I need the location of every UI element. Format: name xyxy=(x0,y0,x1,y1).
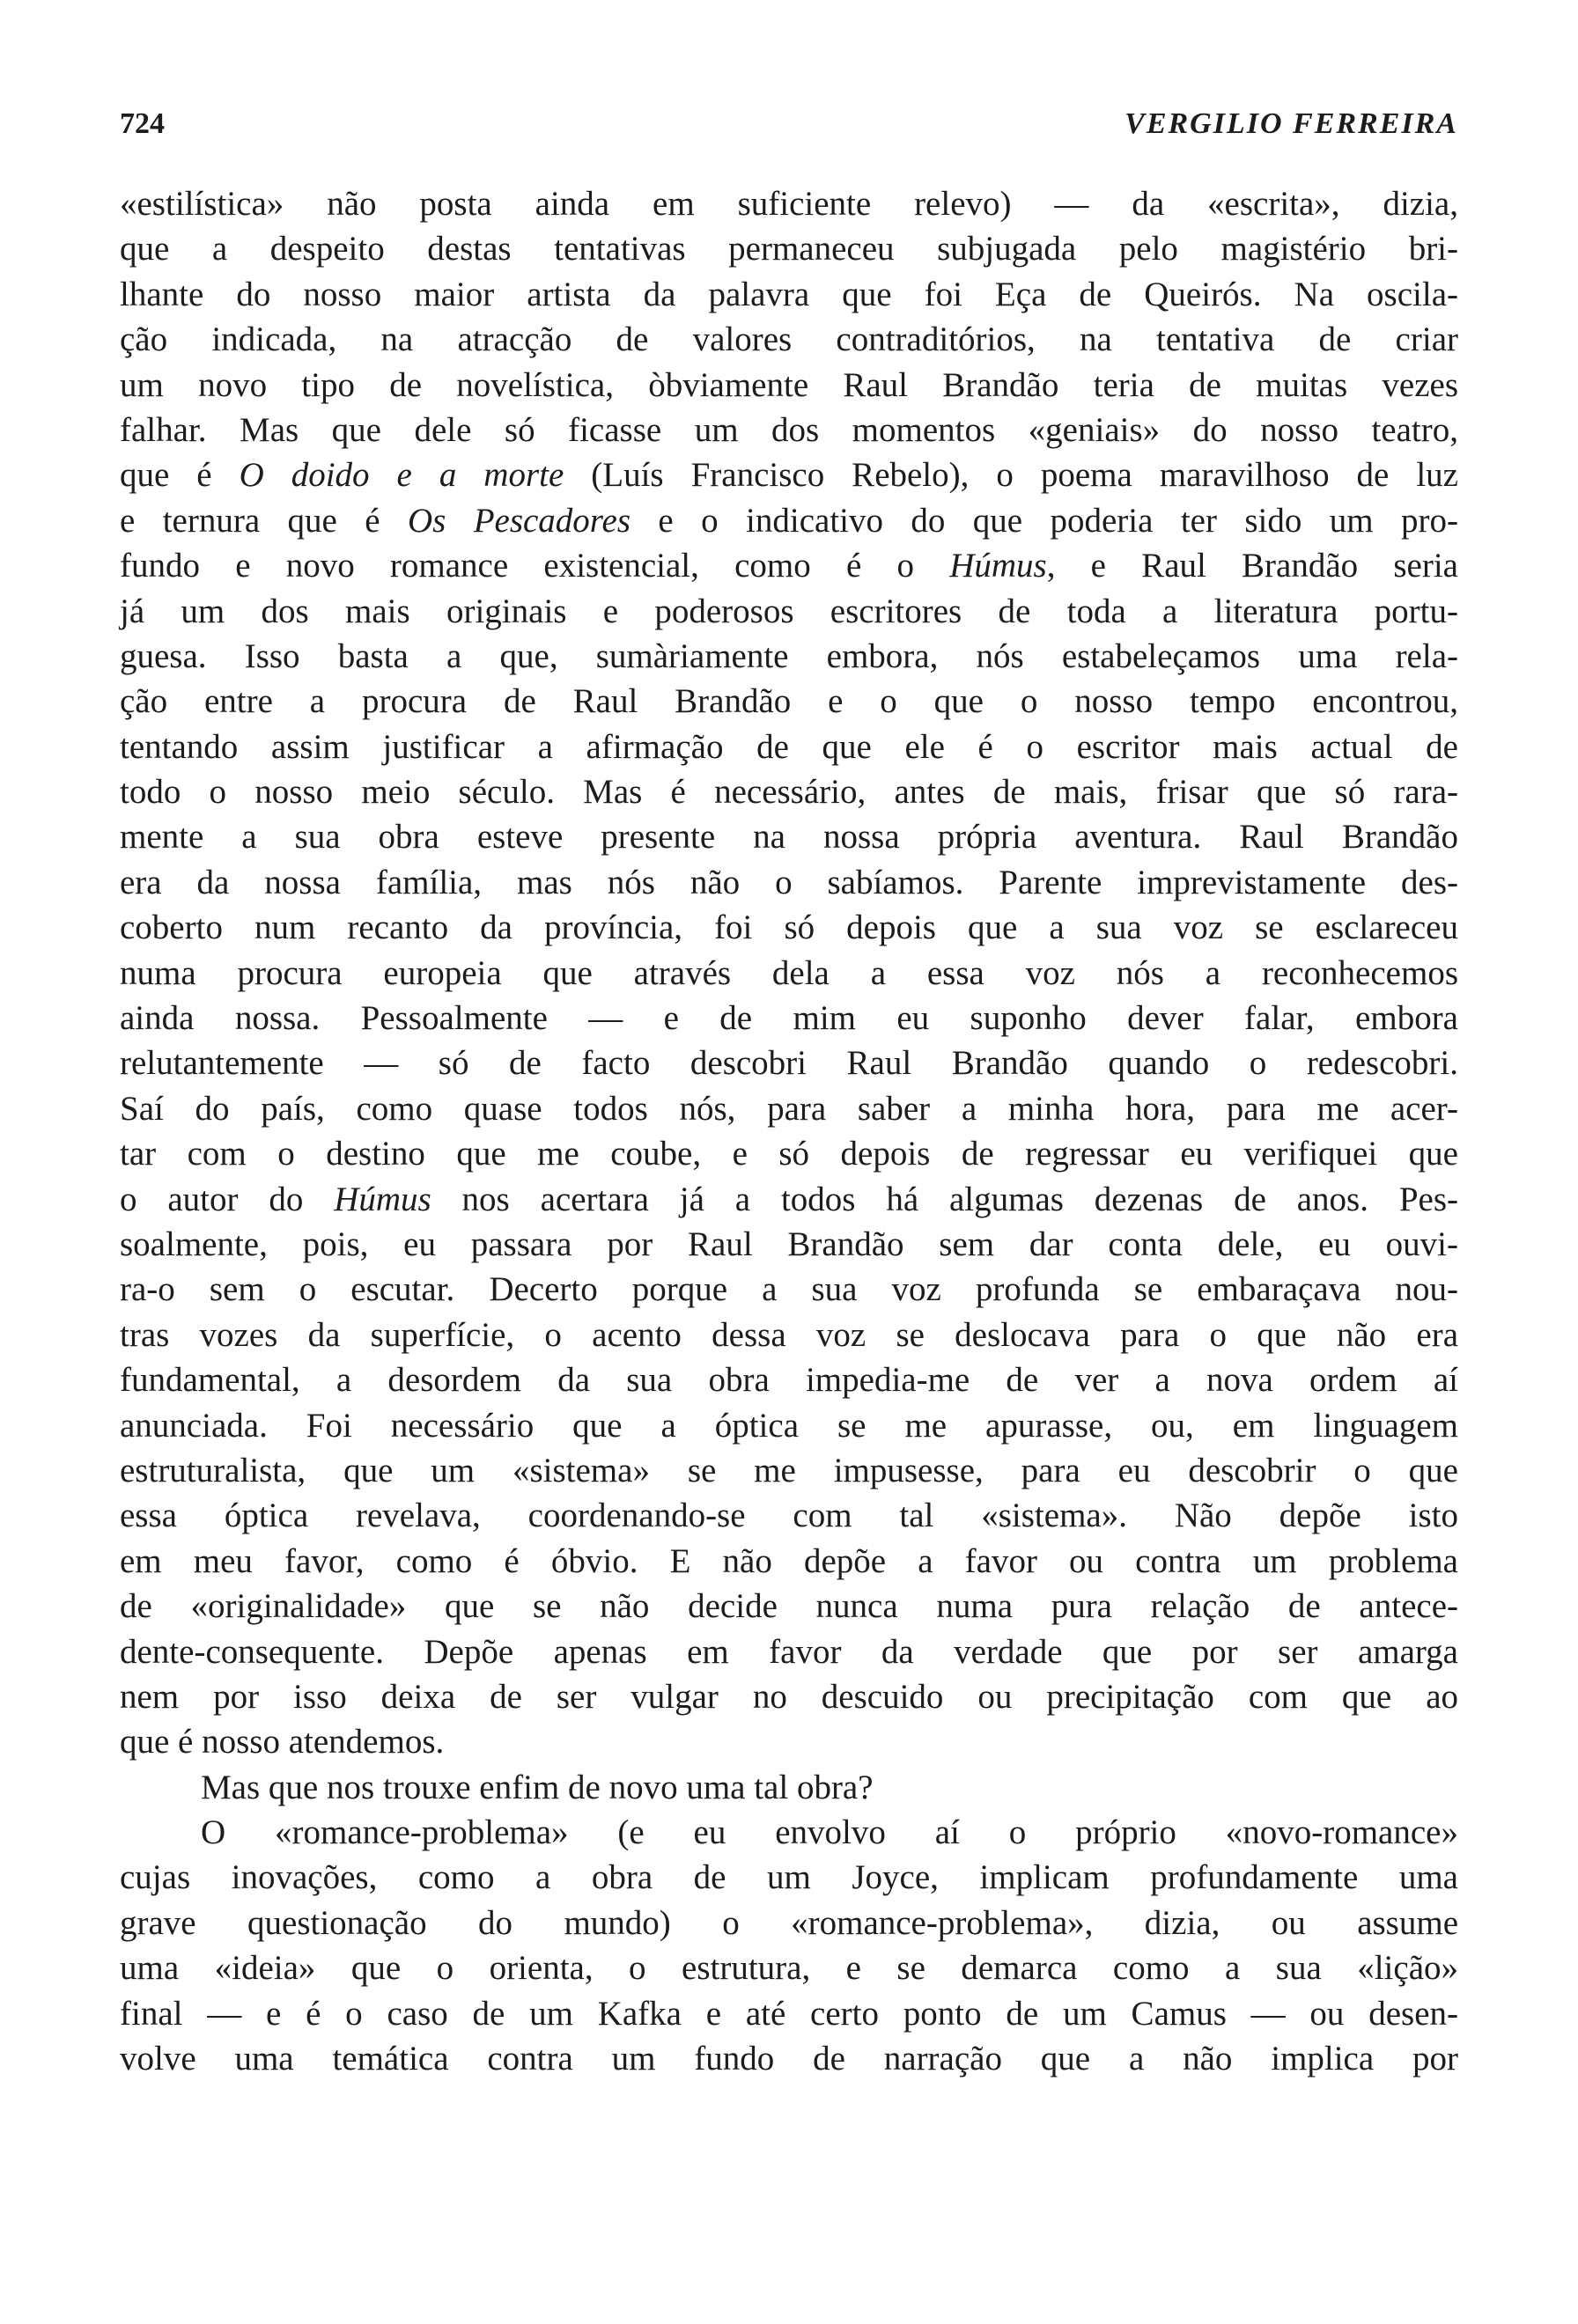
text-line: Saí do país, como quase todos nós, para saber a minha hora, para me acer- xyxy=(120,1089,1458,1128)
text-line: era da nossa família, mas nós não o sabíamos. Parente imprevistamente des- xyxy=(120,863,1458,901)
text-line: volve uma temática contra um fundo de narração que a não implica por xyxy=(120,2040,1458,2078)
text-line: lhante do nosso maior artista da palavra que foi Eça de Queirós. Na oscila- xyxy=(120,275,1458,313)
text-line: numa procura europeia que através dela a essa voz nós a reconhecemos xyxy=(120,953,1458,992)
text-line: coberto num recanto da província, foi só depois que a sua voz se esclareceu xyxy=(120,908,1458,947)
running-head xyxy=(120,107,1458,151)
text-line: tras vozes da superfície, o acento dessa voz se deslocava para o que não era xyxy=(120,1315,1458,1354)
text-line: final — e é o caso de um Kafka e até certo ponto de um Camus — ou desen- xyxy=(120,1994,1458,2033)
text-line: ra-o sem o escutar. Decerto porque a sua voz profunda se embaraçava nou- xyxy=(120,1270,1458,1309)
text-line: estruturalista, que um «sistema» se me impusesse, para eu descobrir o que xyxy=(120,1451,1458,1489)
text-line: anunciada. Foi necessário que a óptica se me apurasse, ou, em linguagem xyxy=(120,1406,1458,1445)
text-line: uma «ideia» que o orienta, o estrutura, e se demarca como a sua «lição» xyxy=(120,1949,1458,1988)
text-line: tar com o destino que me coube, e só depois de regressar eu verifiquei que xyxy=(120,1135,1458,1173)
italic-title: Húmus xyxy=(334,1180,431,1218)
text-line: nem por isso deixa de ser vulgar no descuido ou precipitação com que ao xyxy=(120,1677,1458,1716)
text-line: todo o nosso meio século. Mas é necessário, antes de mais, frisar que só rara- xyxy=(120,773,1458,812)
text-line: tentando assim justificar a afirmação de que ele é o escritor mais actual de xyxy=(120,727,1458,766)
text-line: «estilística» não posta ainda em suficiente relevo) — da «escrita», dizia, xyxy=(120,185,1458,223)
text-line: mente a sua obra esteve presente na nossa própria aventura. Raul Brandão xyxy=(120,818,1458,857)
text-line: grave questionação do mundo) o «romance-problema», dizia, ou assume xyxy=(120,1903,1458,1942)
italic-title: Húmus xyxy=(949,547,1047,585)
italic-title: Os Pescadores xyxy=(407,501,631,540)
text-line: falhar. Mas que dele só ficasse um dos momentos «geniais» do nosso teatro, xyxy=(120,410,1458,449)
text-line: fundamental, a desordem da sua obra impedia-me de ver a nova ordem aí xyxy=(120,1361,1458,1400)
text-line: que a despeito destas tentativas permaneceu subjugada pelo magistério bri- xyxy=(120,230,1458,268)
text-line: de «originalidade» que se não decide nunca numa pura relação de antece- xyxy=(120,1587,1458,1626)
text-line: essa óptica revelava, coordenando-se com tal «sistema». Não depõe isto xyxy=(120,1497,1458,1535)
text-line: ainda nossa. Pessoalmente — e de mim eu suponho dever falar, embora xyxy=(120,999,1458,1038)
text-line: ção entre a procura de Raul Brandão e o que o nosso tempo encontrou, xyxy=(120,682,1458,721)
text-line: dente-consequente. Depõe apenas em favor da verdade que por ser amarga xyxy=(120,1632,1458,1671)
text-line: O «romance-problema» (e eu envolvo aí o próprio «novo-romance» xyxy=(201,1813,1458,1852)
italic-title: O doido e a morte xyxy=(239,456,564,495)
text-line: que é O doido e a morte (Luís Francisco Rebelo), o poema maravilhoso de luz xyxy=(120,456,1458,495)
text-line: Mas que nos trouxe enfim de novo uma tal obra? xyxy=(201,1768,874,1806)
text-line: guesa. Isso basta a que, sumàriamente embora, nós estabeleçamos uma rela- xyxy=(120,636,1458,675)
body-text xyxy=(120,181,1458,2081)
text-line: em meu favor, como é óbvio. E não depõe a favor ou contra um problema xyxy=(120,1541,1458,1580)
page-number: 724 xyxy=(120,107,165,140)
text-line: cujas inovações, como a obra de um Joyce, implicam profundamente uma xyxy=(120,1858,1458,1897)
text-line: já um dos mais originais e poderosos escritores de toda a literatura portu- xyxy=(120,592,1458,630)
text-line: e ternura que é Os Pescadores e o indicativo do que poderia ter sido um pro- xyxy=(120,501,1458,540)
text-line: que é nosso atendemos. xyxy=(120,1723,445,1761)
text-line: ção indicada, na atracção de valores contraditórios, na tentativa de criar xyxy=(120,320,1458,359)
text-line: fundo e novo romance existencial, como é o Húmus, e Raul Brandão seria xyxy=(120,547,1458,585)
text-line: o autor do Húmus nos acertara já a todos há algumas dezenas de anos. Pes- xyxy=(120,1180,1458,1218)
running-head-author: VERGILIO FERREIRA xyxy=(1125,107,1458,140)
text-line: relutantemente — só de facto descobri Raul Brandão quando o redescobri. xyxy=(120,1044,1458,1083)
text-line: soalmente, pois, eu passara por Raul Brandão sem dar conta dele, eu ouvi- xyxy=(120,1225,1458,1263)
text-line: um novo tipo de novelística, òbviamente Raul Brandão teria de muitas vezes xyxy=(120,365,1458,404)
